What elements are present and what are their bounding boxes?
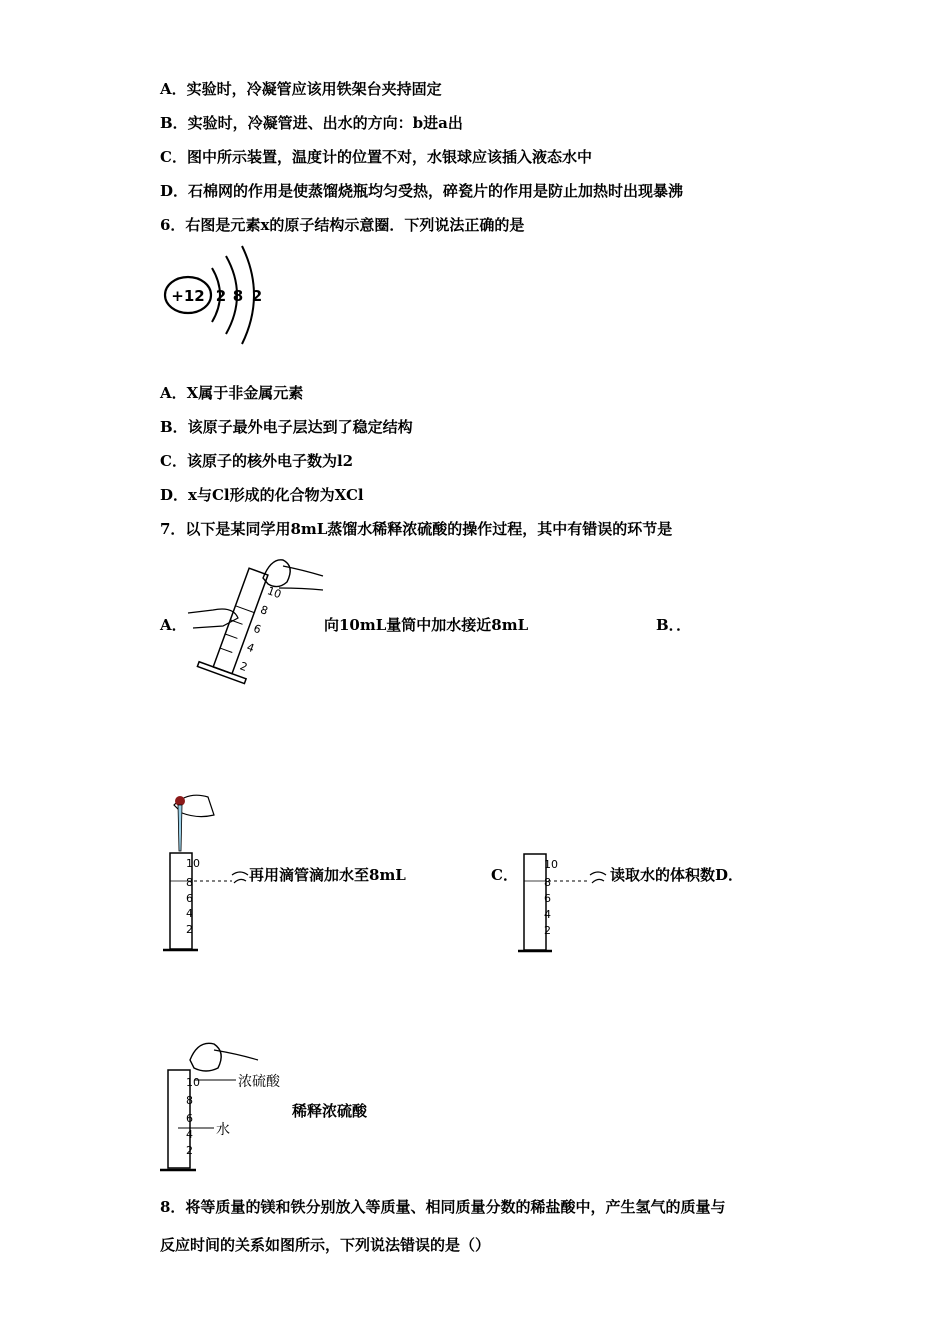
a-scale-4: 4 [244,640,256,656]
q7-a-label: A． [160,616,187,634]
tilted-cylinder-pouring-figure [183,548,328,688]
d-scale-2: 2 [186,1144,193,1157]
b-scale-6: 6 [186,892,193,905]
b-scale-8: 8 [186,876,193,889]
q5-option-d: D．石棉网的作用是使蒸馏烧瓶均匀受热，碎瓷片的作用是防止加热时出现暴沸 [160,182,684,200]
dilution-cylinder-figure [158,1030,298,1180]
q6-option-a: A．X属于非金属元素 [160,384,304,402]
d-scale-8: 8 [186,1094,193,1107]
c-scale-8: 8 [544,876,551,889]
q8-line-1: 8．将等质量的镁和铁分别放入等质量、相同质量分数的稀盐酸中，产生氢气的质量与 [160,1198,726,1216]
beaker-icon [190,1043,221,1071]
beaker-icon [263,560,290,587]
q7-stem: 7．以下是某同学用8mL蒸馏水稀释浓硫酸的操作过程，其中有错误的环节是 [160,520,673,538]
q7-b-text: 再用滴管滴加水至8mL [249,866,406,884]
q6-option-d: D．x与Cl形成的化合物为XCl [160,486,364,504]
d-scale-10: 10 [186,1076,200,1089]
q5-option-a: A．实验时，冷凝管应该用铁架台夹持固定 [160,80,442,98]
d-scale-6: 6 [186,1112,193,1125]
q7-c-label: C． [491,866,518,884]
eye-icon [590,872,606,883]
c-scale-2: 2 [544,924,551,937]
nucleus-charge: +12 [171,287,205,305]
shell-1-electrons: 2 [215,287,227,305]
q8-line-2: 反应时间的关系如图所示，下列说法错误的是（） [160,1236,491,1254]
q5-option-c: C．图中所示装置，温度计的位置不对，水银球应该插入液态水中 [160,148,592,166]
a-scale-8: 8 [258,603,270,618]
shell-3-electrons: 2 [251,287,263,305]
dropper-bulb-icon [175,796,185,806]
b-scale-10: 10 [186,857,200,870]
q6-option-b: B．该原子最外电子层达到了稳定结构 [160,418,413,436]
acid-label: 浓硫酸 [238,1074,280,1090]
water-label: 水 [216,1122,230,1138]
reading-cylinder-figure [516,848,616,960]
b-scale-4: 4 [186,907,193,920]
a-scale-10: 10 [265,584,284,602]
shell-2-electrons: 8 [232,287,244,305]
a-scale-6: 6 [251,621,263,637]
b-scale-2: 2 [186,923,193,936]
q7-a-text: 向10mL量筒中加水接近8mL [324,616,529,634]
a-scale-2: 2 [238,659,250,675]
atomic-structure-diagram [160,240,280,350]
q6-option-c: C．该原子的核外电子数为l2 [160,452,354,470]
c-scale-10: 10 [544,858,558,871]
q7-d-text: 稀释浓硫酸 [292,1102,368,1120]
q7-c-text: 读取水的体积数D． [610,866,744,884]
q5-option-b: B．实验时，冷凝管进、出水的方向：b进a出 [160,114,463,132]
eye-icon [232,872,248,883]
d-scale-4: 4 [186,1128,193,1141]
q7-b-label: B．． [656,616,692,634]
q6-stem: 6．右图是元素x的原子结构示意圈．下列说法正确的是 [160,216,525,234]
dropper-icon [178,805,182,851]
c-scale-6: 6 [544,892,551,905]
c-scale-4: 4 [544,908,551,921]
